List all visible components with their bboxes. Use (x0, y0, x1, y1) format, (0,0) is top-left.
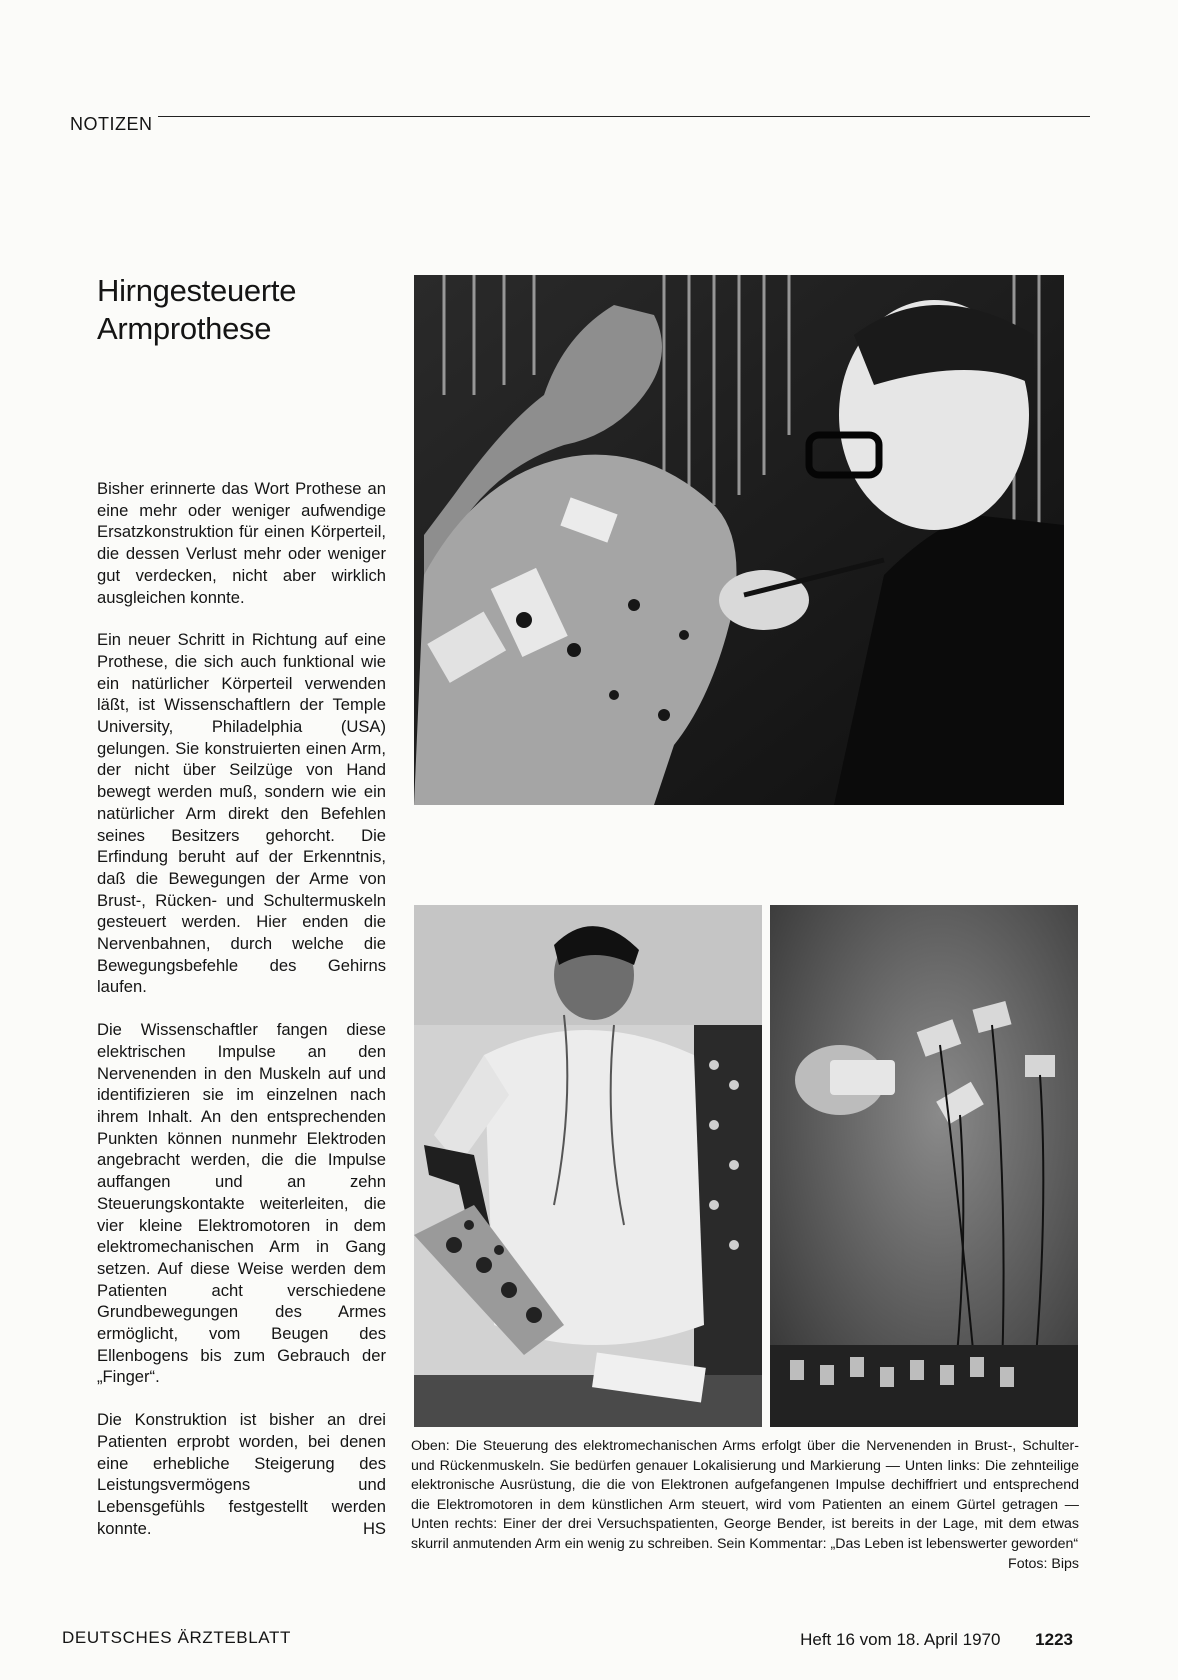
footer-issue-info (800, 1630, 1073, 1650)
caption-text: Oben: Die Steuerung des elektromechanischen Arms erfolgt über die Nervenenden in Brust-, Schulter- und Rückenmuskeln. Sie bedürfen genauer Lokalisierung und Markierung — Unten links: Die zehnteilige elektronische Ausrüstung, die die von Elektronen aufgefangenen Impulse dechiffriert und entsprechend die Elektromotoren in dem künstlichen Arm steuert, wird vom Patienten an einem Gürtel getragen — Unten rechts: Einer der drei Versuchspatienten, George Bender, ist bereits in der Lage, mit dem etwas skurril anmutenden Arm ein wenig zu schreiben. Sein Kommentar: „Das Leben ist lebenswerter geworden“ (411, 1438, 1079, 1552)
title-line-2: Armprothese (97, 311, 272, 346)
paragraph-4 (97, 1409, 386, 1539)
page-number: 1223 (1035, 1630, 1073, 1649)
section-header (70, 108, 1090, 138)
paragraph-4-text: Die Konstruktion ist bisher an drei Patienten erprobt worden, bei denen eine erhebliche Steigerung des Leistungsvermögens und Lebensgefühls festgestellt werden konnte. (97, 1410, 386, 1538)
article-title (97, 272, 397, 348)
section-label: NOTIZEN (70, 114, 153, 134)
photo-patient-arm (414, 905, 762, 1427)
footer-issue: Heft 16 vom 18. April 1970 (800, 1630, 1001, 1649)
paragraph-3: Die Wissenschaftler fangen diese elektrischen Impulse an den Nervenenden in den Muskeln auf und identifizieren sie im einzelnen nach ihrem Inhalt. An den entsprechenden Punkten können nunmehr Elektroden angebracht werden, die die Impulse auffangen und an zehn Steuerungskontakte weiterleiten, die vier kleine Elektromotoren in dem elektromechanischen Arm in Gang setzen. Auf diese Weise werden dem Patienten acht verschiedene Grundbewegungen des Armes ermöglicht, vom Beugen des Ellenbogens bis zum Gebrauch der „Finger“. (97, 1020, 386, 1387)
title-line-1: Hirngesteuerte (97, 273, 297, 308)
section-rule (158, 116, 1090, 117)
photo-electrodes (770, 905, 1078, 1427)
paragraph-2: Ein neuer Schritt in Richtung auf eine Prothese, die sich auch funktional wie ein natürlicher Körperteil verwenden läßt, ist Wissenschaftlern der Temple University, Philadelphia (USA) gelungen. Sie konstruierten einen Arm, der nicht über Seilzüge von Hand bewegt werden muß, sondern wie ein natürlicher Arm direkt den Befehlen seines Besitzers gehorcht. Die Erfindung beruht auf der Erkenntnis, daß die Bewegungen der Arme von Brust-, Rücken- und Schultermuskeln gesteuert werden. Hier enden die Nervenbahnen, durch welche die Bewegungsbefehle des Gehirns laufen. (97, 630, 386, 997)
byline: HS (362, 1518, 386, 1538)
photo-caption (411, 1437, 1079, 1574)
paragraph-1: Bisher erinnerte das Wort Prothese an eine mehr oder weniger aufwendige Ersatzkonstruktion für einen Körperteil, die dessen Verlust mehr oder weniger gut verdecken, nicht aber wirklich ausgleichen konnte. (97, 479, 386, 607)
photo-credit: Fotos: Bips (1008, 1555, 1079, 1572)
article-body (97, 478, 386, 1560)
footer-publication: DEUTSCHES ÄRZTEBLATT (62, 1628, 291, 1647)
photo-back-marking (414, 275, 1064, 805)
